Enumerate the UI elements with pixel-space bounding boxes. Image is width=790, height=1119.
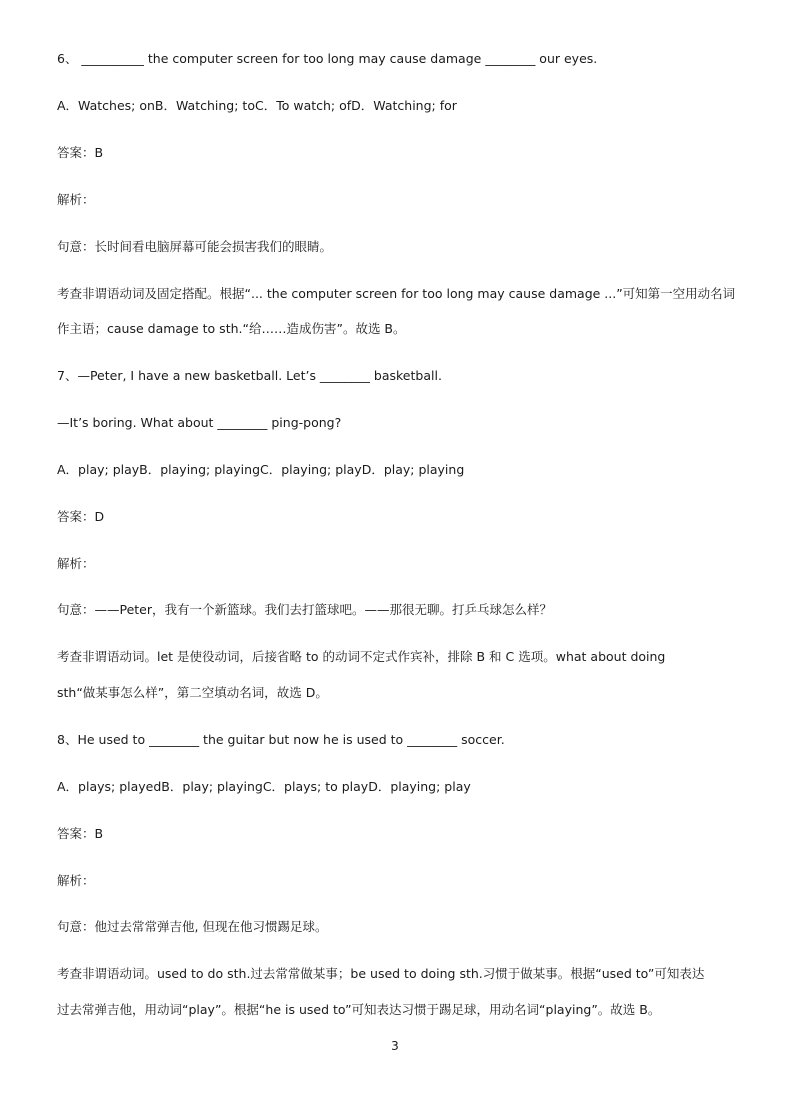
question-7-analysis-label: 解析： (57, 556, 95, 571)
question-6-analysis-label: 解析： (57, 192, 95, 207)
question-8-explanation-line-2: 过去常弹吉他，用动词“play”。根据“he is used to”可知表达习惯于踢足球，用动名词“playing”。故选 B。 (57, 1002, 661, 1017)
question-7-stem-2: —It’s boring. What about ________ ping-pong? (57, 415, 342, 430)
question-8-explanation-line-1: 考查非谓语动词。used to do sth.过去常常做某事；be used to doing sth.习惯于做某事。根据“used to”可知表达 (57, 966, 705, 981)
question-6-options: A．Watches; onB．Watching; toC．To watch; ofD．Watching; for (57, 98, 457, 113)
page-number: 3 (391, 1039, 399, 1053)
question-7-answer: 答案：D (57, 509, 105, 524)
question-6-answer: 答案：B (57, 145, 104, 160)
question-6-explanation-line-1: 考查非谓语动词及固定搭配。根据“... the computer screen for too long may cause damage ...”可知第一空用动名词 (57, 286, 736, 301)
question-7-explanation-line-1: 考查非谓语动词。let 是使役动词，后接省略 to 的动词不定式作宾补，排除 B 和 C 选项。what about doing (57, 649, 666, 664)
question-8-options: A．plays; playedB．play; playingC．plays; to playD．playing; play (57, 779, 471, 794)
question-7-meaning: 句意：——Peter，我有一个新篮球。我们去打篮球吧。——那很无聊。打乒乓球怎么样？ (57, 602, 553, 617)
question-8-answer: 答案：B (57, 826, 104, 841)
question-6-meaning: 句意：长时间看电脑屏幕可能会损害我们的眼睛。 (57, 239, 333, 254)
question-8-stem: 8、He used to ________ the guitar but now he is used to ________ soccer. (57, 732, 505, 747)
question-6-stem: 6、 __________ the computer screen for too long may cause damage ________ our eyes. (57, 51, 598, 66)
question-8-analysis-label: 解析： (57, 873, 95, 888)
question-7-stem: 7、—Peter, I have a new basketball. Let’s ________ basketball. (57, 368, 442, 383)
question-8-meaning: 句意：他过去常常弹吉他, 但现在他习惯踢足球。 (57, 919, 328, 934)
question-7-explanation-line-2: sth“做某事怎么样”，第二空填动名词，故选 D。 (57, 685, 328, 700)
question-7-options: A．play; playB．playing; playingC．playing; playD．play; playing (57, 462, 465, 477)
question-6-explanation-line-2: 作主语；cause damage to sth.“给……造成伤害”。故选 B。 (57, 321, 406, 336)
